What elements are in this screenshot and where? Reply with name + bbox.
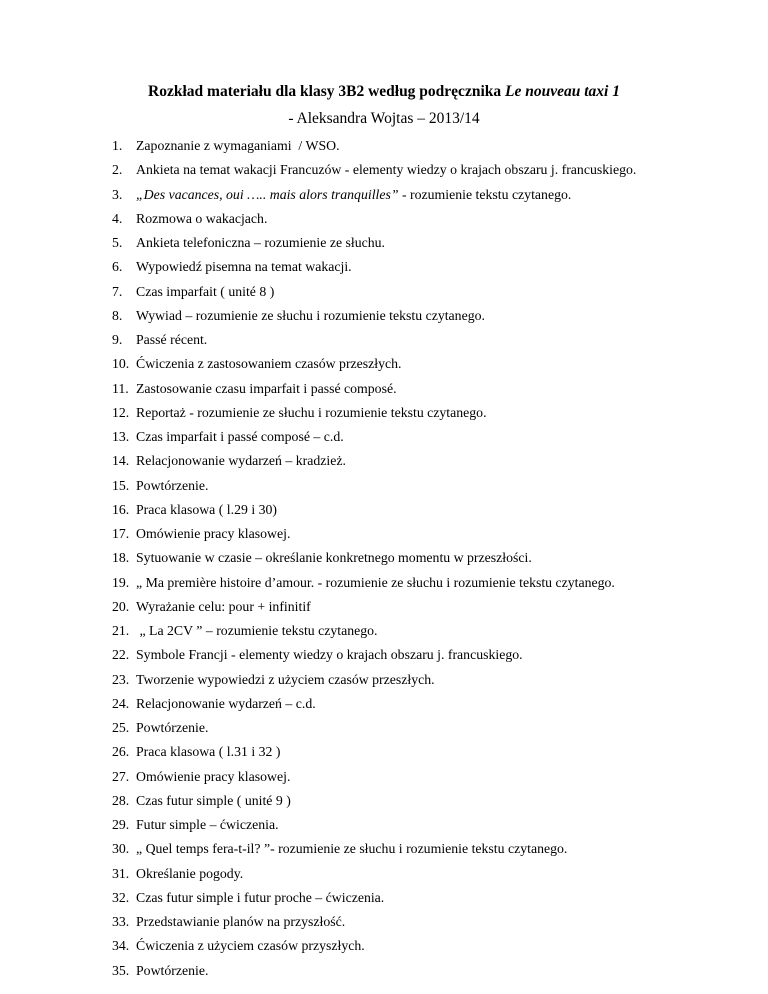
- lesson-number: 3.: [112, 186, 123, 202]
- lesson-number: 19.: [112, 574, 130, 590]
- lesson-italic-title: „Des vacances, oui ….. mais alors tranquilles”: [136, 186, 399, 202]
- lesson-item: [112, 401, 636, 425]
- lesson-item: [112, 546, 636, 570]
- lesson-item: [112, 158, 636, 182]
- lesson-text: „ Quel temps fera-t-il? ”- rozumienie ze słuchu i rozumienie tekstu czytanego.: [136, 841, 568, 857]
- lesson-text: Czas imparfait i passé composé – c.d.: [136, 429, 344, 444]
- lesson-text: Wypowiedź pisemna na temat wakacji.: [136, 259, 352, 275]
- lesson-item: [112, 934, 636, 958]
- lesson-text: Omówienie pracy klasowej.: [136, 526, 291, 541]
- lesson-item: [112, 328, 636, 352]
- lesson-item: [112, 910, 636, 934]
- lesson-number: 26.: [112, 744, 130, 760]
- lesson-item: [112, 740, 636, 764]
- lesson-item: [112, 765, 636, 789]
- lesson-text: Tworzenie wypowiedzi z użyciem czasów przeszłych.: [136, 671, 435, 687]
- lesson-number: 10.: [112, 356, 130, 372]
- lesson-number: 4.: [112, 210, 123, 226]
- lesson-item: [112, 692, 636, 716]
- lesson-text: Symbole Francji - elementy wiedzy o krajach obszaru j. francuskiego.: [136, 647, 523, 663]
- lesson-text: Wyrażanie celu: pour + infinitif: [136, 598, 311, 614]
- lesson-item: [112, 207, 636, 231]
- lesson-item: [112, 595, 636, 619]
- lesson-item: [112, 304, 636, 328]
- lesson-item: [112, 522, 636, 546]
- document-title: [0, 82, 768, 102]
- lesson-item: [112, 134, 636, 158]
- lesson-item: [112, 862, 636, 886]
- lesson-text: Czas futur simple ( unité 9 ): [136, 792, 291, 808]
- lesson-number: 2.: [112, 162, 123, 178]
- lesson-list: [112, 134, 636, 983]
- lesson-item: [112, 789, 636, 813]
- lesson-number: 12.: [112, 404, 130, 420]
- book-title: Le nouveau taxi 1: [505, 83, 620, 100]
- lesson-number: 11.: [112, 380, 129, 396]
- lesson-item: [112, 498, 636, 522]
- lesson-number: 28.: [112, 792, 130, 808]
- lesson-number: 20.: [112, 598, 130, 614]
- lesson-number: 24.: [112, 695, 130, 711]
- lesson-number: 34.: [112, 938, 130, 954]
- lesson-item: [112, 352, 636, 376]
- lesson-text: Omówienie pracy klasowej.: [136, 768, 291, 784]
- lesson-text: Praca klasowa ( l.29 i 30): [136, 501, 277, 517]
- lesson-item: [112, 449, 636, 473]
- lesson-item: [112, 474, 636, 498]
- lesson-number: 17.: [112, 526, 130, 541]
- lesson-text: Relacjonowanie wydarzeń – c.d.: [136, 695, 316, 711]
- lesson-text: Ćwiczenia z użyciem czasów przyszłych.: [136, 938, 365, 954]
- lesson-item: [112, 813, 636, 837]
- lesson-text: Reportaż - rozumienie ze słuchu i rozumienie tekstu czytanego.: [136, 404, 487, 420]
- lesson-number: 30.: [112, 841, 130, 857]
- lesson-number: 35.: [112, 962, 130, 978]
- lesson-text: Ankieta na temat wakacji Francuzów - elementy wiedzy o krajach obszaru j. francuskiego.: [136, 162, 637, 178]
- lesson-item: [112, 886, 636, 910]
- lesson-text: Zapoznanie z wymaganiami / WSO.: [136, 138, 340, 153]
- lesson-text: Czas futur simple i futur proche – ćwiczenia.: [136, 889, 385, 905]
- lesson-number: 32.: [112, 889, 130, 905]
- lesson-item: [112, 571, 636, 595]
- lesson-item: [112, 183, 636, 207]
- lesson-item: [112, 231, 636, 255]
- lesson-item: [112, 643, 636, 667]
- lesson-number: 5.: [112, 235, 123, 250]
- lesson-text: Określanie pogody.: [136, 865, 244, 881]
- lesson-item: [112, 959, 636, 983]
- lesson-text-rest: - rozumienie tekstu czytanego.: [398, 186, 572, 202]
- lesson-number: 7.: [112, 283, 123, 299]
- lesson-number: 14.: [112, 453, 130, 469]
- lesson-number: 25.: [112, 720, 130, 735]
- lesson-number: 8.: [112, 307, 123, 323]
- lesson-number: 16.: [112, 501, 130, 517]
- lesson-text: Ćwiczenia z zastosowaniem czasów przeszłych.: [136, 356, 402, 372]
- lesson-number: 33.: [112, 914, 130, 929]
- lesson-text: Powtórzenie.: [136, 720, 209, 735]
- lesson-text: Passé récent.: [136, 332, 208, 347]
- lesson-number: 23.: [112, 671, 130, 687]
- lesson-text: Relacjonowanie wydarzeń – kradzież.: [136, 453, 346, 469]
- lesson-text: „ Ma première histoire d’amour. - rozumienie ze słuchu i rozumienie tekstu czytanego.: [136, 574, 615, 590]
- lesson-number: 31.: [112, 865, 130, 881]
- lesson-number: 6.: [112, 259, 123, 275]
- document-subtitle: - Aleksandra Wojtas – 2013/14: [288, 110, 480, 127]
- lesson-item: [112, 425, 636, 449]
- lesson-number: 13.: [112, 429, 130, 444]
- lesson-text: [136, 183, 571, 207]
- lesson-text: Ankieta telefoniczna – rozumienie ze słuchu.: [136, 235, 386, 250]
- lesson-text: Futur simple – ćwiczenia.: [136, 817, 279, 832]
- lesson-item: [112, 280, 636, 304]
- lesson-number: 22.: [112, 647, 130, 663]
- lesson-text: Przedstawianie planów na przyszłość.: [136, 914, 346, 929]
- lesson-text: Zastosowanie czasu imparfait i passé composé.: [136, 380, 397, 396]
- lesson-number: 27.: [112, 768, 130, 784]
- lesson-text: Sytuowanie w czasie – określanie konkretnego momentu w przeszłości.: [136, 550, 532, 566]
- lesson-text: Powtórzenie.: [136, 962, 209, 978]
- lesson-text: Powtórzenie.: [136, 477, 209, 493]
- lesson-item: [112, 619, 636, 643]
- lesson-text: „ La 2CV ” – rozumienie tekstu czytanego.: [136, 623, 378, 638]
- lesson-number: 29.: [112, 817, 130, 832]
- lesson-text: Czas imparfait ( unité 8 ): [136, 283, 275, 299]
- title-text: Rozkład materiału dla klasy 3B2 według podręcznika: [148, 83, 505, 100]
- lesson-number: 15.: [112, 477, 130, 493]
- lesson-item: [112, 716, 636, 740]
- lesson-item: [112, 255, 636, 279]
- lesson-text: Wywiad – rozumienie ze słuchu i rozumienie tekstu czytanego.: [136, 307, 485, 323]
- lesson-number: 9.: [112, 332, 123, 347]
- lesson-number: 1.: [112, 138, 123, 153]
- lesson-number: 18.: [112, 550, 130, 566]
- lesson-text: Rozmowa o wakacjach.: [136, 210, 268, 226]
- lesson-item: [112, 668, 636, 692]
- lesson-text: Praca klasowa ( l.31 i 32 ): [136, 744, 281, 760]
- lesson-item: [112, 837, 636, 861]
- lesson-number: 21.: [112, 623, 130, 638]
- lesson-item: [112, 377, 636, 401]
